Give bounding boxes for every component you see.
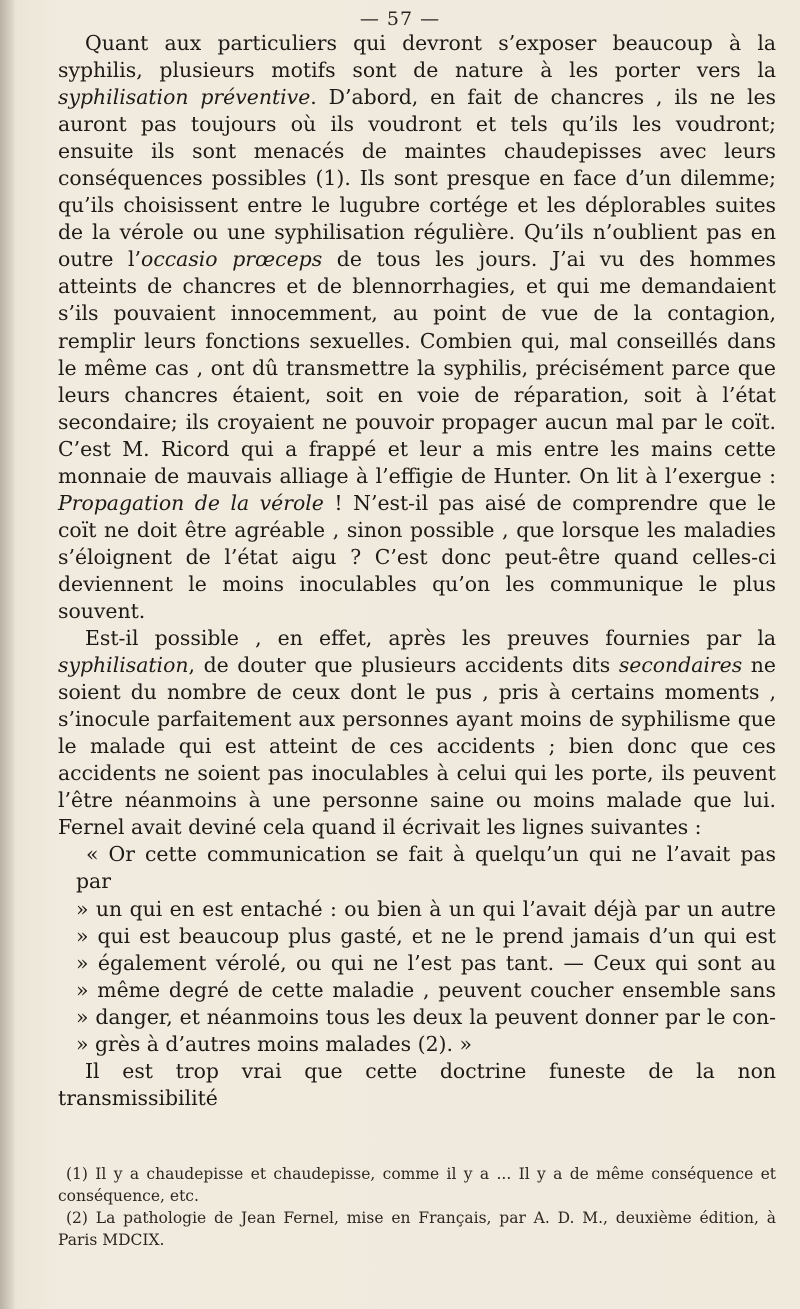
italic-term: Propagation de la vérole — [58, 490, 324, 515]
page-number: — 57 — — [359, 8, 441, 30]
italic-term: secondaires — [618, 653, 743, 678]
italic-term: syphilisation — [58, 653, 189, 678]
footnote-text: Il y a chaudepisse et chaudepisse, comme il y a ... Il y a de même conséquence et conséquence, etc. — [58, 1165, 776, 1205]
italic-term: syphilisation préventive — [58, 85, 311, 110]
footnote-1 — [58, 1163, 776, 1207]
footnote-number: (1) — [66, 1165, 88, 1183]
quote-line: » grès à d’autres moins malades (2). » — [76, 1031, 472, 1056]
text-run: , de douter que plusieurs accidents dits — [188, 653, 619, 678]
text-run: . D’abord, en fait de chancres , ils ne les auront pas toujours où ils voudront et tels qu’ils les voudront; ensuite ils sont menacés de maintes chaudepisses avec leurs conséquences possibles (1). Ils sont presque en face d’un dilemme; qu’ils choisissent entre le lugubre cortége et les déplorables suites de la vérole ou une syphilisation régulière. Qu’ils n’oublient pas en outre l’ — [58, 85, 776, 272]
quote-line: « Or cette communication se fait à quelqu’un qui ne l’avait pas par — [76, 842, 776, 894]
quote-line: » danger, et néanmoins tous les deux la peuvent donner par le con- — [76, 1004, 776, 1029]
quote-line: » même degré de cette maladie , peuvent coucher ensemble sans — [76, 977, 776, 1002]
footnote-2 — [58, 1207, 776, 1251]
paragraph-3: Il est trop vrai que cette doctrine funeste de la non transmissibilité — [58, 1058, 776, 1110]
text-run: Quant aux particuliers qui devront s’exposer beaucoup à la syphilis, plusieurs motifs sont de nature à les porter vers la — [58, 31, 776, 83]
fernel-quote — [58, 841, 776, 1057]
quote-line: » également vérolé, ou qui ne l’est pas tant. — Ceux qui sont au — [76, 950, 776, 975]
footnotes — [58, 1163, 776, 1251]
binding-shadow — [0, 0, 14, 1309]
footnote-text: La pathologie de Jean Fernel, mise en Français, par A. D. M., deuxième édition, à Paris MDCIX. — [58, 1209, 776, 1249]
text-run: ! N’est-il pas aisé de comprendre que le coït ne doit être agréable , sinon possible , que lorsque les maladies s’éloignent de l’état aigu ? C’est donc peut-être quand celles-ci deviennent le moins inoculables qu’on les communique le plus souvent. — [58, 490, 776, 623]
text-run: Est-il possible , en effet, après les preuves fournies par la — [85, 626, 776, 651]
italic-term: occasio prœceps — [141, 247, 323, 272]
paragraph-2 — [58, 625, 776, 841]
footnote-number: (2) — [66, 1209, 88, 1227]
body-text — [58, 30, 776, 1112]
quote-line: » qui est beaucoup plus gasté, et ne le prend jamais d’un qui est — [76, 923, 776, 948]
text-run: de tous les jours. J’ai vu des hommes atteints de chancres et de blennorrhagies, et qui me demandaient s’ils pouvaient innocemment, au point de vue de la contagion, remplir leurs fonctions sexuelles. Combien qui, mal conseillés dans le même cas , ont dû transmettre la syphilis, précisément parce que leurs chancres étaient, soit en voie de réparation, soit à l’état secondaire; ils croyaient ne pouvoir propager aucun mal par le coït. C’est M. Ricord qui a frappé et leur a mis entre les mains cette monnaie de mauvais alliage à l’effigie de Hunter. On lit à l’exergue : — [58, 247, 776, 488]
paragraph-1 — [58, 30, 776, 625]
text-run: ne soient du nombre de ceux dont le pus , pris à certains moments , s’inocule parfaitement aux personnes ayant moins de syphilisme que le malade qui est atteint de ces accidents ; bien donc que ces accidents ne soient pas inoculables à celui qui les porte, ils peuvent l’être néanmoins à une personne saine ou moins malade que lui. Fernel avait deviné cela quand il écrivait les lignes suivantes : — [58, 653, 776, 840]
quote-line: » un qui en est entaché : ou bien à un qui l’avait déjà par un autre — [76, 896, 776, 921]
